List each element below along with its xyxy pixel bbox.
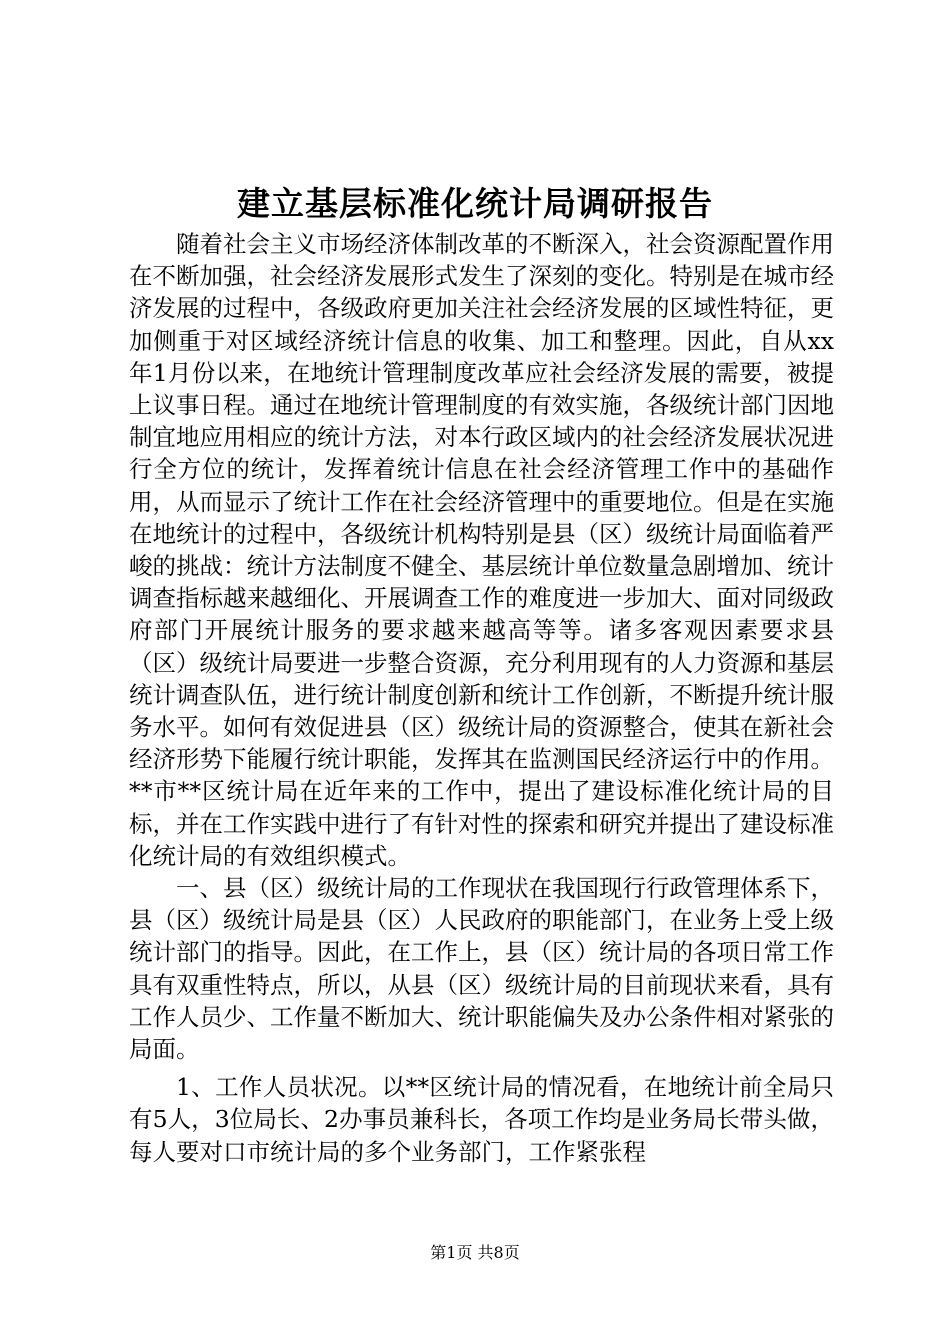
- document-title: 建立基层标准化统计局调研报告: [237, 184, 713, 223]
- paragraph-section-one: 一、县（区）级统计局的工作现状在我国现行行政管理体系下，县（区）级统计局是县（区）人民政府的职能部门，在业务上受上级统计部门的指导。因此，在工作上，县（区）统计局的各项日常工作具有双重性特点，所以，从县（区）级统计局的目前现状来看，具有工作人员少、工作量不断加大、统计职能偏失及办公条件相对紧张的局面。: [129, 874, 834, 1064]
- paragraph-intro: 随着社会主义市场经济体制改革的不断深入，社会资源配置作用在不断加强，社会经济发展形式发生了深刻的变化。特别是在城市经济发展的过程中，各级政府更加关注社会经济发展的区域性特征，更加侧重于对区域经济统计信息的收集、加工和整理。因此，自从xx年1月份以来，在地统计管理制度改革应社会经济发展的需要，被提上议事日程。通过在地统计管理制度的有效实施，各级统计部门因地制宜地应用相应的统计方法，对本行政区域内的社会经济发展状况进行全方位的统计，发挥着统计信息在社会经济管理工作中的基础作用，从而显示了统计工作在社会经济管理中的重要地位。但是在实施在地统计的过程中，各级统计机构特别是县（区）级统计局面临着严峻的挑战：统计方法制度不健全、基层统计单位数量急剧增加、统计调查指标越来越细化、开展调查工作的难度进一步加大、面对同级政府部门开展统计服务的要求越来越高等等。诸多客观因素要求县（区）级统计局要进一步整合资源，充分利用现有的人力资源和基层统计调查队伍，进行统计制度创新和统计工作创新，不断提升统计服务水平。如何有效促进县（区）级统计局的资源整合，使其在新社会经济形势下能履行统计职能，发挥其在监测国民经济运行中的作用。**市**区统计局在近年来的工作中，提出了建设标准化统计局的目标，并在工作实践中进行了有针对性的探索和研究并提出了建设标准化统计局的有效组织模式。: [129, 230, 834, 870]
- document-body: [129, 228, 834, 1168]
- page-number-footer: 第1页 共8页: [430, 1243, 520, 1262]
- paragraph-staff-status: 1、工作人员状况。以**区统计局的情况看，在地统计前全局只有5人，3位局长、2办事员兼科长，各项工作均是业务局长带头做，每人要对口市统计局的多个业务部门，工作紧张程: [129, 1073, 834, 1166]
